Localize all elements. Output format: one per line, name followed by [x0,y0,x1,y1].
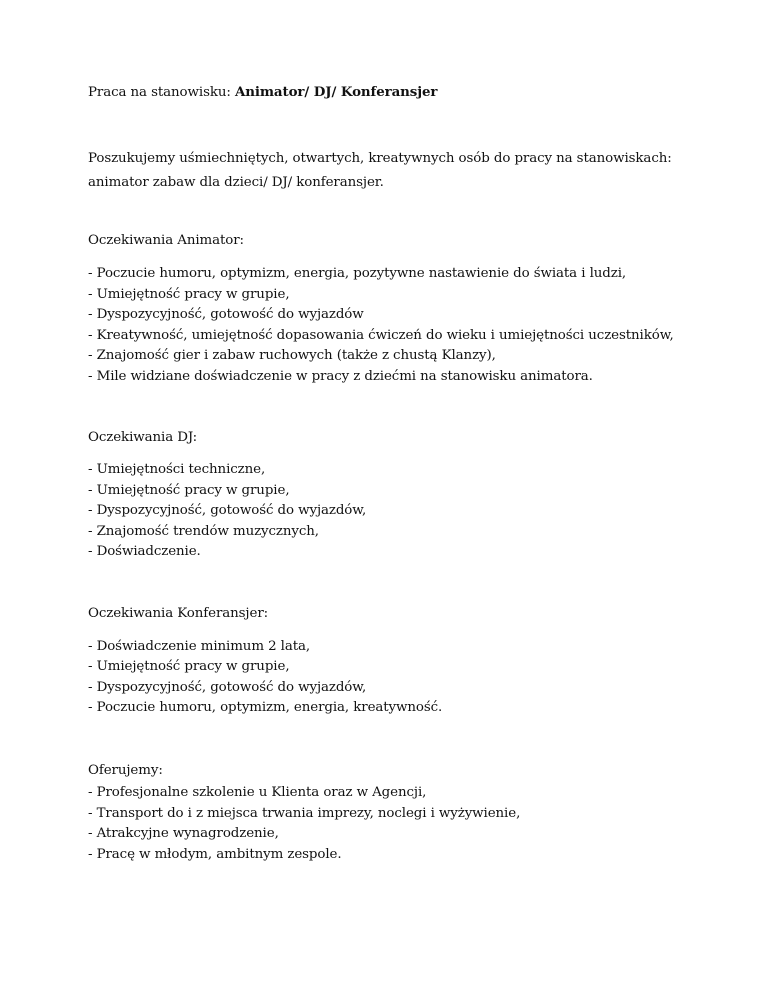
list-item: - Dyspozycyjność, gotowość do wyjazdów, [88,503,367,518]
list-item: - Znajomość gier i zabaw ruchowych (także z chustą Klanzy), [88,348,496,363]
list-item: - Doświadczenie. [88,544,201,559]
title-prefix: Praca na stanowisku: [88,85,235,100]
list-item: - Pracę w młodym, ambitnym zespole. [88,847,342,862]
title-role: Animator/ DJ/ Konferansjer [234,84,438,100]
list-item: - Doświadczenie minimum 2 lata, [88,639,311,654]
list-item: - Dyspozycyjność, gotowość do wyjazdów [88,307,364,322]
intro-line-2: animator zabaw dla dzieci/ DJ/ konferansjer. [88,175,384,190]
list-item: - Mile widziane doświadczenie w pracy z dziećmi na stanowisku animatora. [88,369,593,384]
list-item: - Umiejętność pracy w grupie, [88,287,290,302]
page-title [88,83,437,102]
list-item: - Umiejętność pracy w grupie, [88,483,290,498]
dj-heading: Oczekiwania DJ: [88,430,198,445]
list-item: - Transport do i z miejsca trwania imprezy, noclegi i wyżywienie, [88,806,521,821]
list-item: - Poczucie humoru, optymizm, energia, pozytywne nastawienie do świata i ludzi, [88,266,627,281]
animator-heading: Oczekiwania Animator: [88,233,244,248]
list-item: - Atrakcyjne wynagrodzenie, [88,826,279,841]
list-item: - Kreatywność, umiejętność dopasowania ćwiczeń do wieku i umiejętności uczestników, [88,328,674,343]
list-item: - Poczucie humoru, optymizm, energia, kreatywność. [88,700,443,715]
list-item: - Umiejętności techniczne, [88,462,266,477]
list-item: - Znajomość trendów muzycznych, [88,524,319,539]
list-item: - Profesjonalne szkolenie u Klienta oraz w Agencji, [88,785,427,800]
list-item: - Umiejętność pracy w grupie, [88,659,290,674]
konferansjer-heading: Oczekiwania Konferansjer: [88,606,269,621]
offer-heading: Oferujemy: [88,763,163,778]
intro-line-1: Poszukujemy uśmiechniętych, otwartych, kreatywnych osób do pracy na stanowiskach: [88,151,672,166]
list-item: - Dyspozycyjność, gotowość do wyjazdów, [88,680,367,695]
